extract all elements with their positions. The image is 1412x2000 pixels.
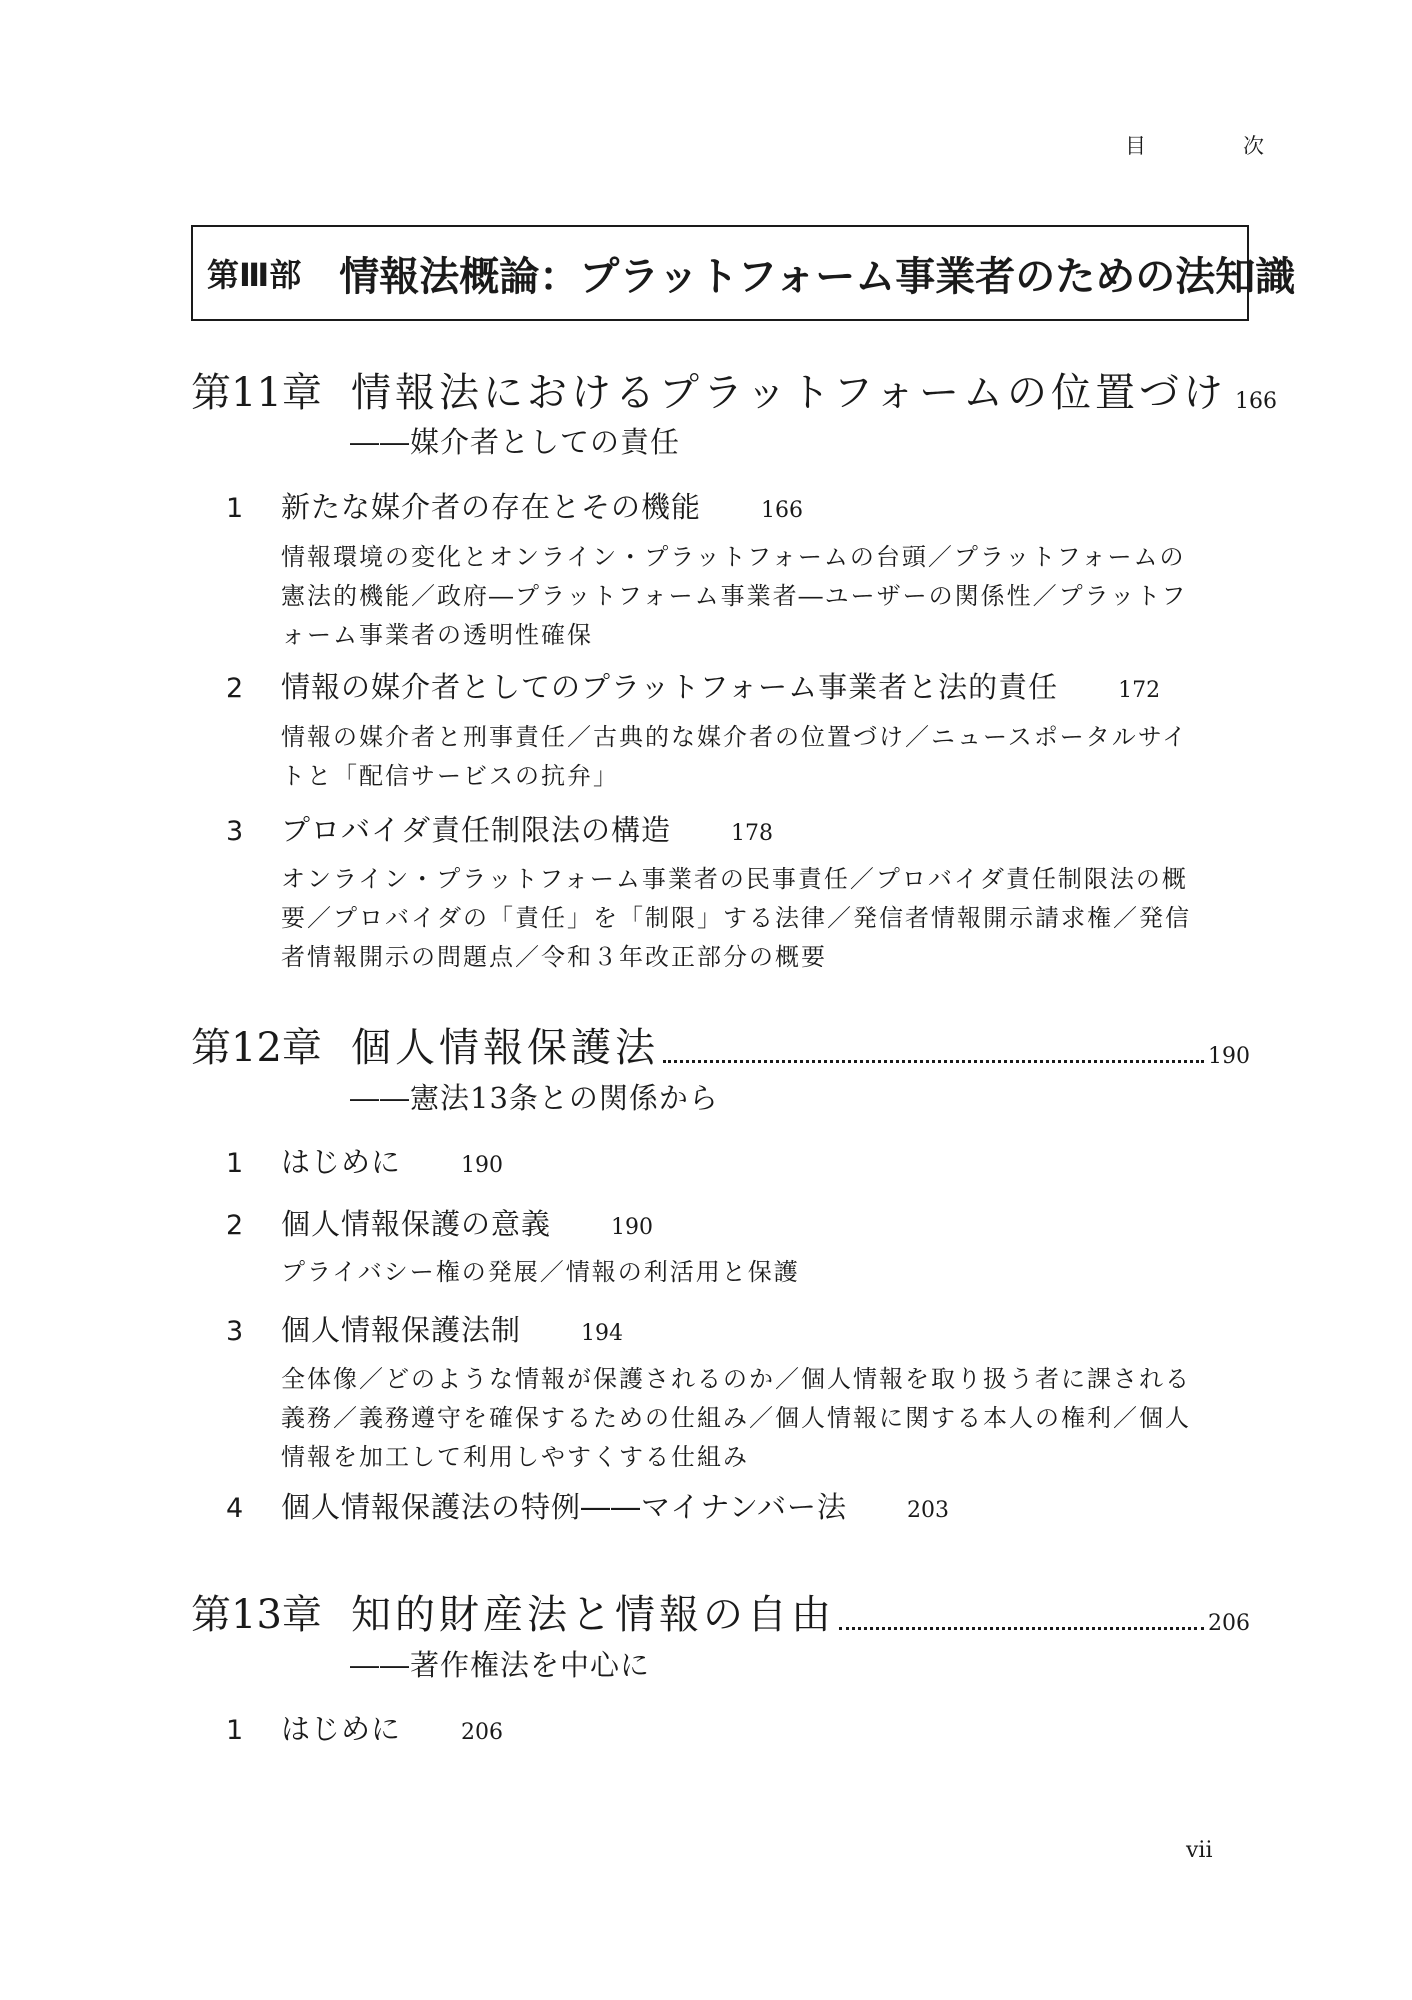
section-entry[interactable] xyxy=(226,1707,503,1748)
chapter-number: 第12章 xyxy=(191,1025,322,1071)
section-page-number: 190 xyxy=(611,1215,654,1240)
section-title: 個人情報保護法の特例――マイナンバー法 xyxy=(281,1490,847,1524)
section-title: はじめに xyxy=(281,1145,402,1179)
section-page-number: 194 xyxy=(581,1321,624,1346)
section-description: オンライン・プラットフォーム事業者の民事責任／プロバイダ責任制限法の概要／プロバイダの「責任」を「制限」する法律／発信者情報開示請求権／発信者情報開示の問題点／令和３年改正部分の概要 xyxy=(281,865,1191,971)
part-title: 情報法概論：プラットフォーム事業者のための法知識 xyxy=(339,252,1296,300)
chapter-heading[interactable] xyxy=(191,1580,1250,1640)
section-number: 1 xyxy=(226,1148,244,1179)
section-page-number: 178 xyxy=(731,821,774,846)
section-page-number: 203 xyxy=(906,1498,949,1523)
section-number: 1 xyxy=(226,493,244,524)
chapter-heading[interactable] xyxy=(191,1013,1250,1073)
section-title: 個人情報保護の意義 xyxy=(281,1207,552,1241)
chapter-title: 個人情報保護法 xyxy=(351,1025,659,1071)
chapter-page-number: 190 xyxy=(1208,1044,1250,1069)
section-title: はじめに xyxy=(281,1712,402,1746)
section-entry[interactable] xyxy=(226,665,1160,706)
chapter-subtitle: ――媒介者としての責任 xyxy=(350,425,681,459)
section-title: プロバイダ責任制限法の構造 xyxy=(281,813,672,847)
section-title: 情報の媒介者としてのプラットフォーム事業者と法的責任 xyxy=(281,670,1059,704)
chapter-number: 第11章 xyxy=(191,370,322,416)
section-description: 全体像／どのような情報が保護されるのか／個人情報を取り扱う者に課される義務／義務遵守を確保するための仕組み／個人情報に関する本人の権利／個人情報を加工して利用しやすくする仕組み xyxy=(281,1365,1191,1471)
section-entry[interactable] xyxy=(226,808,773,849)
part-heading-box xyxy=(191,225,1296,321)
section-number: 2 xyxy=(226,673,244,704)
section-number: 1 xyxy=(226,1715,244,1746)
chapter-page-number: 166 xyxy=(1235,389,1277,414)
chapter-page-number: 206 xyxy=(1208,1611,1250,1636)
chapter-number: 第13章 xyxy=(191,1592,322,1638)
section-description: 情報環境の変化とオンライン・プラットフォームの台頭／プラットフォームの憲法的機能／政府―プラットフォーム事業者―ユーザーの関係性／プラットフォーム事業者の透明性確保 xyxy=(281,543,1188,649)
section-description: プライバシー権の発展／情報の利活用と保護 xyxy=(281,1258,800,1286)
section-description: 情報の媒介者と刑事責任／古典的な媒介者の位置づけ／ニュースポータルサイトと「配信サービスの抗弁」 xyxy=(281,723,1189,790)
section-number: 3 xyxy=(226,1316,244,1347)
section-entry[interactable] xyxy=(226,485,803,526)
part-label: 第Ⅲ部 xyxy=(207,256,302,294)
page-folio: vii xyxy=(1186,1838,1213,1863)
dot-leader xyxy=(839,1627,1204,1630)
section-title: 新たな媒介者の存在とその機能 xyxy=(281,490,702,524)
section-entry[interactable] xyxy=(226,1202,653,1243)
section-number: 3 xyxy=(226,816,244,847)
section-page-number: 206 xyxy=(461,1720,504,1745)
section-number: 4 xyxy=(226,1493,244,1524)
section-page-number: 190 xyxy=(461,1153,504,1178)
section-page-number: 172 xyxy=(1118,678,1161,703)
chapter-heading[interactable] xyxy=(191,358,1277,418)
section-page-number: 166 xyxy=(761,498,804,523)
chapter-title: 知的財産法と情報の自由 xyxy=(351,1592,835,1638)
section-title: 個人情報保護法制 xyxy=(281,1313,522,1347)
running-head: 目 次 xyxy=(1125,134,1302,158)
section-number: 2 xyxy=(226,1210,244,1241)
section-entry[interactable] xyxy=(226,1140,503,1181)
chapter-subtitle: ――憲法13条との関係から xyxy=(350,1081,719,1115)
chapter-title: 情報法におけるプラットフォームの位置づけ xyxy=(351,370,1227,416)
chapter-subtitle: ――著作権法を中心に xyxy=(350,1648,651,1682)
dot-leader xyxy=(663,1060,1204,1063)
section-entry[interactable] xyxy=(226,1485,949,1526)
section-entry[interactable] xyxy=(226,1308,623,1349)
